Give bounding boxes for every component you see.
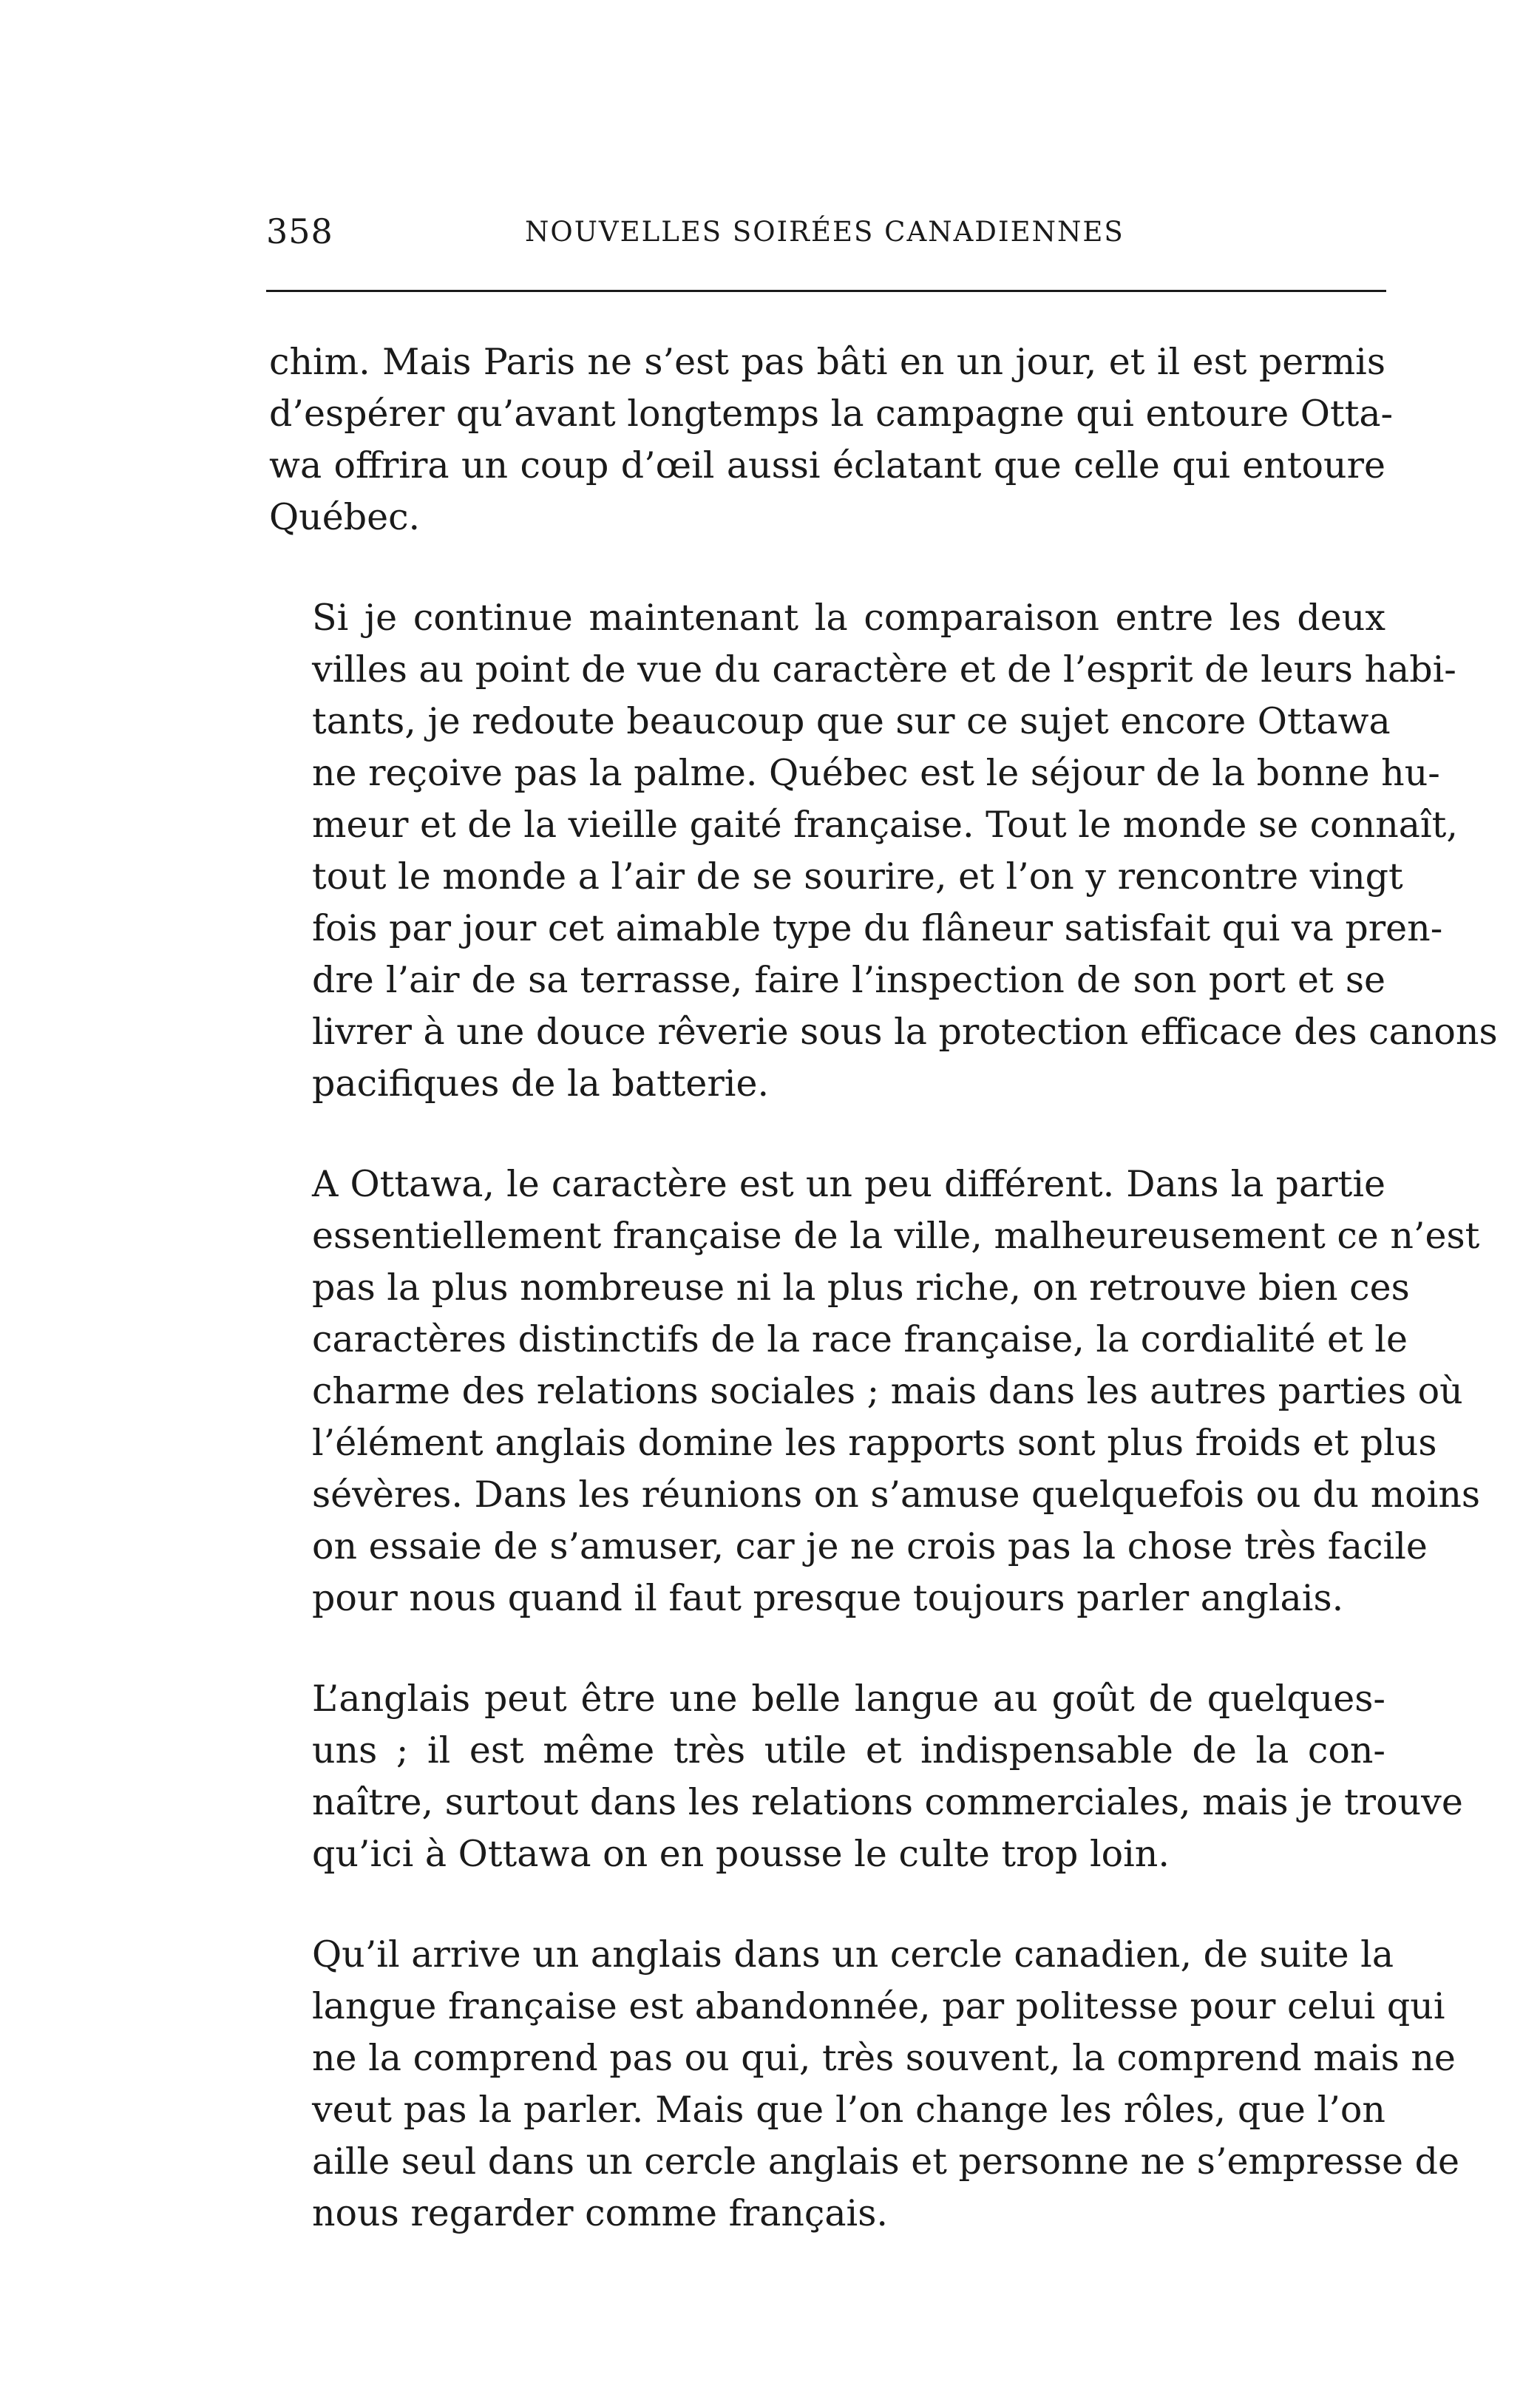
text-line: sévères. Dans les réunions on s’amuse quelquefois ou du moins	[312, 1474, 1481, 1516]
text-line: tants, je redoute beaucoup que sur ce sujet encore Ottawa	[312, 700, 1391, 742]
text-line: dre l’air de sa terrasse, faire l’inspection de son port et se	[312, 959, 1385, 1001]
text-line: pas la plus nombreuse ni la plus riche, on retrouve bien ces	[312, 1267, 1410, 1309]
text-line: on essaie de s’amuser, car je ne crois pas la chose très facile	[312, 1525, 1428, 1567]
paragraph-5	[269, 1929, 1459, 2240]
text-line: qu’ici à Ottawa on en pousse le culte trop loin.	[312, 1833, 1170, 1875]
text-line: meur et de la vieille gaité française. Tout le monde se connaît,	[312, 804, 1458, 846]
text-line: wa offrira un coup d’œil aussi éclatant que celle qui entoure	[269, 444, 1385, 486]
text-line: uns ; il est même très utile et indispensable de la con-	[312, 1729, 1385, 1772]
running-title: NOUVELLES SOIRÉES CANADIENNES	[525, 216, 1125, 248]
text-line: L’anglais peut être une belle langue au goût de quelques-	[312, 1678, 1385, 1720]
text-line: villes au point de vue du caractère et de l’esprit de leurs habi-	[312, 648, 1456, 691]
paragraph-3	[269, 1159, 1481, 1624]
text-line: pacifiques de la batterie.	[312, 1062, 770, 1105]
paragraph-1	[269, 336, 1394, 543]
page-number: 358	[266, 211, 333, 251]
text-line: caractères distinctifs de la race française, la cordialité et le	[312, 1318, 1408, 1360]
text-line: l’élément anglais domine les rapports sont plus froids et plus	[312, 1422, 1437, 1464]
text-line: Si je continue maintenant la comparaison entre les deux	[312, 597, 1385, 639]
text-line: pour nous quand il faut presque toujours parler anglais.	[312, 1577, 1344, 1619]
body-text	[269, 336, 1498, 2288]
text-line: Qu’il arrive un anglais dans un cercle canadien, de suite la	[312, 1933, 1394, 1976]
text-line: charme des relations sociales ; mais dans les autres parties où	[312, 1370, 1463, 1412]
text-line: tout le monde a l’air de se sourire, et l’on y rencontre vingt	[312, 855, 1403, 898]
text-line: nous regarder comme français.	[312, 2192, 888, 2234]
text-line: aille seul dans un cercle anglais et personne ne s’empresse de	[312, 2140, 1459, 2183]
paragraph-4	[269, 1673, 1463, 1880]
text-line: veut pas la parler. Mais que l’on change les rôles, que l’on	[312, 2089, 1385, 2131]
paragraph-2	[269, 592, 1498, 1110]
text-line: fois par jour cet aimable type du flâneur satisfait qui va pren-	[312, 907, 1443, 949]
text-line: d’espérer qu’avant longtemps la campagne qui entoure Otta-	[269, 393, 1394, 435]
text-line: livrer à une douce rêverie sous la protection efficace des canons	[312, 1011, 1498, 1053]
text-line: langue française est abandonnée, par politesse pour celui qui	[312, 1985, 1445, 2027]
text-line: A Ottawa, le caractère est un peu différent. Dans la partie	[312, 1163, 1385, 1205]
text-line: essentiellement française de la ville, malheureusement ce n’est	[312, 1215, 1480, 1257]
text-line: ne reçoive pas la palme. Québec est le séjour de la bonne hu-	[312, 752, 1440, 794]
header-divider	[266, 290, 1386, 292]
text-line: Québec.	[269, 496, 421, 538]
text-line: chim. Mais Paris ne s’est pas bâti en un jour, et il est permis	[269, 341, 1385, 383]
running-header	[266, 211, 1386, 263]
text-line: ne la comprend pas ou qui, très souvent, la comprend mais ne	[312, 2037, 1456, 2079]
text-line: naître, surtout dans les relations commerciales, mais je trouve	[312, 1781, 1463, 1823]
